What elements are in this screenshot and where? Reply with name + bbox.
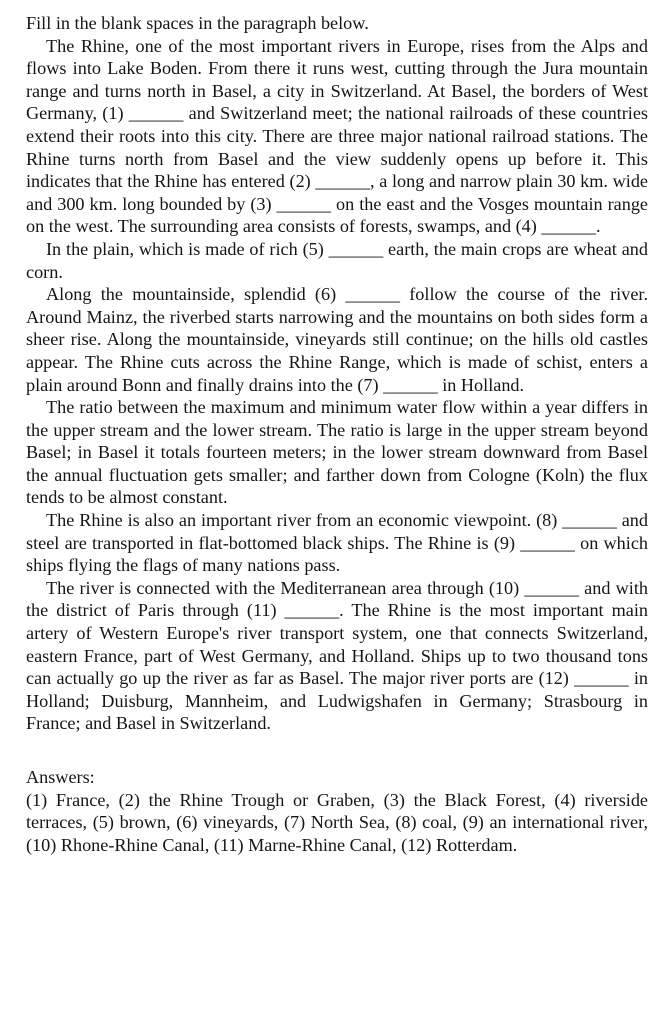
- instruction-text: Fill in the blank spaces in the paragraph below.: [26, 13, 369, 33]
- answers-list: (1) France, (2) the Rhine Trough or Graben, (3) the Black Forest, (4) riverside terraces, (5) brown, (6) vineyards, (7) North Sea, (8) coal, (9) an international river, (10) Rhone-Rhine Canal, (11) Marne-Rhine Canal, (12) Rotterdam.: [26, 789, 648, 855]
- paragraph-3: Along the mountainside, splendid (6) ______ follow the course of the river. Around Mainz, the riverbed starts narrowing and the mountains on both sides form a sheer rise. Along the mountainside, vineyards still continue; on the hills old castles appear. The Rhine cuts across the Rhine Range, which is made of schist, enters a plain around Bonn and finally drains into the (7) ______ in Holland.: [26, 284, 648, 395]
- paragraph-4: The ratio between the maximum and minimum water flow within a year differs in the upper stream and the lower stream. The ratio is large in the upper stream beyond Basel; in Basel it totals fourteen meters; in the lower stream downward from Basel the annual fluctuation gets smaller; and farther down from Cologne (Koln) the flux tends to be almost constant.: [26, 397, 648, 508]
- paragraph-6: The river is connected with the Mediterranean area through (10) ______ and with the district of Paris through (11) ______. The Rhine is the most important main artery of Western Europe's river transport system, one that connects Switzerland, eastern France, part of West Germany, and Holland. Ships up to two thousand tons can actually go up the river as far as Basel. The major river ports are (12) ______ in Holland; Duisburg, Mannheim, and Ludwigshafen in Germany; Strasbourg in France; and Basel in Switzerland.: [26, 577, 648, 734]
- paragraph-1: The Rhine, one of the most important rivers in Europe, rises from the Alps and flows into Lake Boden. From there it runs west, cutting through the Jura mountain range and turns north in Basel, a city in Switzerland. At Basel, the borders of West Germany, (1) ______ and Switzerland meet; the national railroads of these countries extend their roots into this city. There are three major national railroad stations. The Rhine turns north from Basel and the view suddenly opens up before it. This indicates that the Rhine has entered (2) ______, a long and narrow plain 30 km. wide and 300 km. long bounded by (3) ______ on the east and the Vosges mountain range on the west. The surrounding area consists of forests, swamps, and (4) ______.: [26, 35, 648, 237]
- paragraph-2: In the plain, which is made of rich (5) ______ earth, the main crops are wheat and corn.: [26, 238, 648, 282]
- document-page: [26, 12, 648, 856]
- answers-heading: Answers:: [26, 767, 95, 787]
- paragraph-5: The Rhine is also an important river from an economic viewpoint. (8) ______ and steel are transported in flat-bottomed black ships. The Rhine is (9) ______ on which ships flying the flags of many nations pass.: [26, 510, 648, 576]
